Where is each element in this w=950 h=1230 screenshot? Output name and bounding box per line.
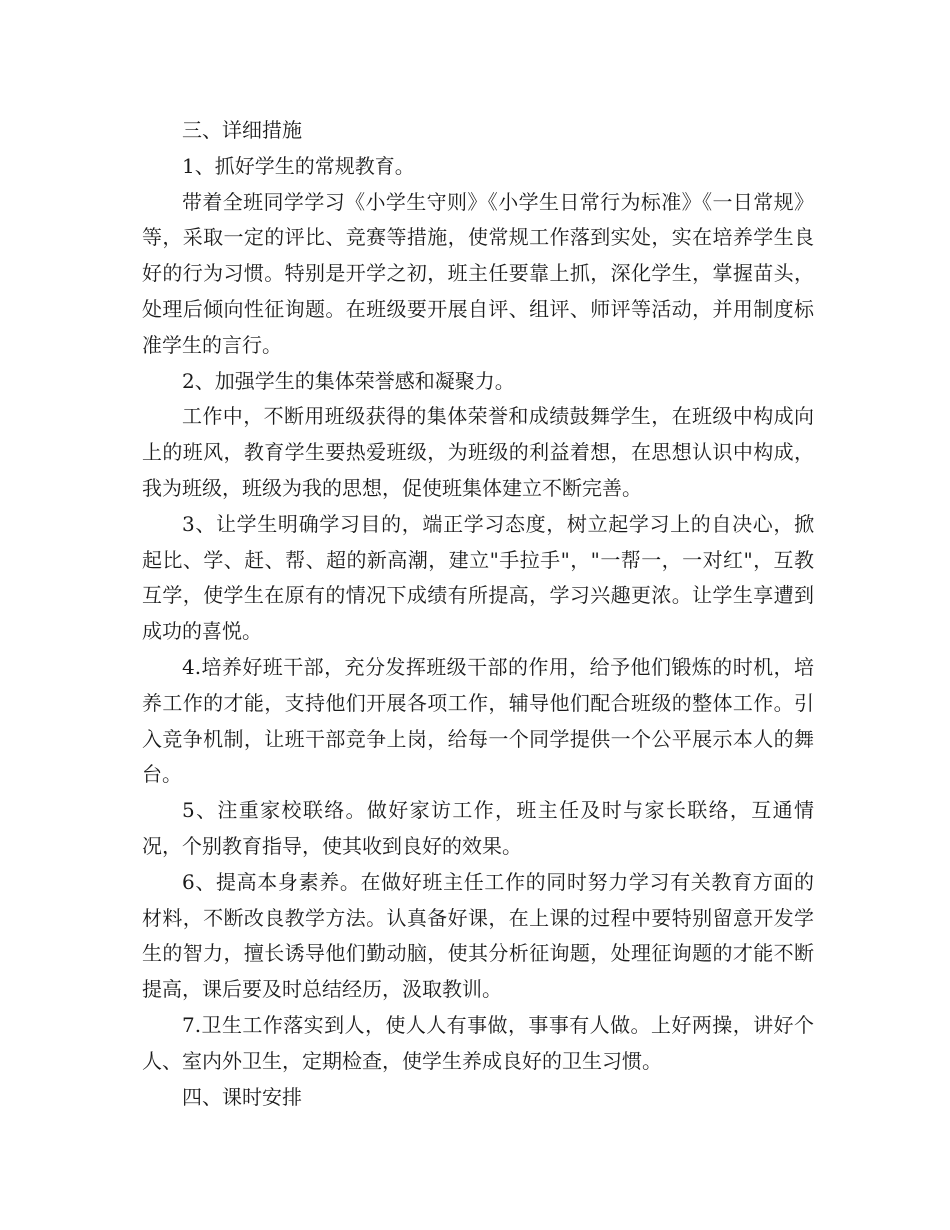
section-heading-measures: 三、详细措施 <box>182 118 302 142</box>
item-paragraph-3: 3、让学生明确学习目的，端正学习态度，树立起学习上的自决心，掀起比、学、赶、帮、超的新高潮，建立"手拉手"，"一帮一，一对红"，互教互学，使学生在原有的情况下成绩有所提高，学习兴趣更浓。让学生享遭到成功的喜悦。 <box>142 511 814 644</box>
item-paragraph-5: 5、注重家校联络。做好家访工作，班主任及时与家长联络，互通情况，个别教育指导，使其收到良好的效果。 <box>142 798 814 858</box>
item-heading-1: 1、抓好学生的常规教育。 <box>182 153 415 178</box>
item-paragraph-6: 6、提高本身素养。在做好班主任工作的同时努力学习有关教育方面的材料，不断改良教学方法。认真备好课，在上课的过程中要特别留意开发学生的智力，擅长诱导他们勤动脑，使其分析征询题，处理征询题的才能不断提高，课后要及时总结经历，汲取教训。 <box>142 869 814 1002</box>
document-body <box>142 113 814 1115</box>
item-paragraph-7: 7.卫生工作落实到人，使人人有事做，事事有人做。上好两操，讲好个人、室内外卫生，定期检查，使学生养成良好的卫生习惯。 <box>142 1012 814 1073</box>
section-heading-schedule: 四、课时安排 <box>182 1084 302 1109</box>
body-paragraph-2: 工作中，不断用班级获得的集体荣誉和成绩鼓舞学生，在班级中构成向上的班风，教育学生要热爱班级，为班级的利益着想，在思想认识中构成，我为班级，班级为我的思想，促使班集体建立不断完善。 <box>142 404 814 500</box>
item-paragraph-4: 4.培养好班干部，充分发挥班级干部的作用，给予他们锻炼的时机，培养工作的才能，支持他们开展各项工作，辅导他们配合班级的整体工作。引入竞争机制，让班干部竞争上岗，给每一个同学提供一个公平展示本人的舞台。 <box>142 654 814 787</box>
item-heading-2: 2、加强学生的集体荣誉感和凝聚力。 <box>182 368 515 393</box>
body-paragraph-1: 带着全班同学学习《小学生守则》《小学生日常行为标准》《一日常规》等，采取一定的评比、竞赛等措施，使常规工作落到实处，实在培养学生良好的行为习惯。特别是开学之初，班主任要靠上抓，深化学生，掌握苗头，处理后倾向性征询题。在班级要开展自评、组评、师评等活动，并用制度标准学生的言行。 <box>142 189 814 357</box>
